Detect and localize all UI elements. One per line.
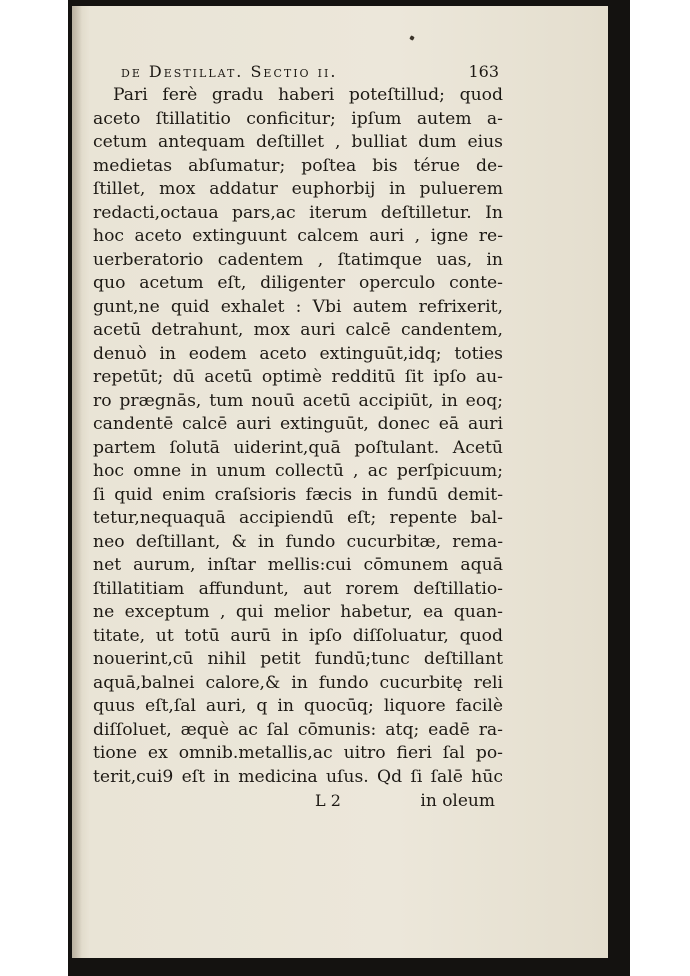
text-line: cetum antequam deſtillet , bulliat dum eius bbox=[93, 132, 503, 152]
page-text-block bbox=[93, 62, 503, 815]
text-line: acetū detrahunt, mox auri calcē candentem, bbox=[93, 320, 503, 340]
text-line: hoc aceto extinguunt calcem auri , igne re- bbox=[93, 226, 503, 246]
text-line: repetūt; dū acetū optimè redditū ſit ipſo au- bbox=[93, 367, 503, 387]
page-number: 163 bbox=[468, 62, 499, 81]
text-line: hoc omne in unum collectū , ac perſpicuum; bbox=[93, 461, 503, 481]
text-line: partem ſolutā uiderint,quā poſtulant. Acetū bbox=[93, 437, 503, 458]
text-line: ſtillet, mox addatur euphorbij in puluerem bbox=[93, 179, 503, 199]
text-line: ro prægnās, tum nouū acetū accipiūt, in eoq; bbox=[93, 390, 503, 411]
text-line: Pari ferè gradu haberi poteſtillud; quod bbox=[113, 85, 503, 105]
text-line: redacti,octaua pars,ac iterum deſtilletur. In bbox=[93, 202, 503, 223]
text-line: medietas abſumatur; poſtea bis térue de- bbox=[93, 155, 503, 176]
text-line: net aurum, inſtar mellis:cui cōmunem aquā bbox=[93, 555, 503, 575]
text-line: ne exceptum , qui melior habetur, ea quan- bbox=[93, 602, 503, 622]
text-line: tione ex omnib.metallis,ac uitro fieri ſal po- bbox=[93, 743, 503, 763]
text-line: ſtillatitiam affundunt, aut rorem deſtillatio- bbox=[93, 578, 503, 599]
text-line: tetur,nequaquā accipiendū eſt; repente bal- bbox=[93, 508, 503, 528]
text-line: quo acetum eſt, diligenter operculo conte- bbox=[93, 273, 503, 293]
text-line: uerberatorio cadentem , ſtatimque uas, in bbox=[93, 249, 503, 270]
text-line: titate, ut totū aurū in ipſo diſſoluatur, quod bbox=[93, 625, 503, 646]
text-line: neo deſtillant, & in fundo cucurbitæ, rema- bbox=[93, 531, 503, 552]
text-line: aceto ſtillatitio conficitur; ipſum autem a- bbox=[93, 108, 503, 129]
text-line: quus eſt,ſal auri, q in quocūq; liquore facilè bbox=[93, 696, 503, 716]
running-title: de Destillat. Sectio ii. bbox=[121, 62, 338, 81]
text-line: diſſoluet, æquè ac ſal cōmunis: atq; eadē ra- bbox=[93, 719, 503, 740]
text-line: candentē calcē auri extinguūt, donec eā auri bbox=[93, 414, 503, 434]
gutter-shadow bbox=[72, 6, 82, 958]
text-line: terit,cui9 eſt in medicina uſus. Qd ſi ſalē hūc bbox=[93, 766, 503, 787]
text-line: ſi quid enim craſsioris fæcis in fundū demit- bbox=[93, 484, 503, 505]
text-line: gunt,ne quid exhalet : Vbi autem refrixerit, bbox=[93, 296, 503, 317]
running-header bbox=[121, 62, 503, 84]
text-line: aquā,balnei calore,& in fundo cucurbitę reli bbox=[93, 672, 503, 693]
page-footer bbox=[93, 791, 503, 815]
text-line: denuò in eodem aceto extinguūt,idq; toties bbox=[93, 343, 503, 364]
body-text bbox=[93, 84, 503, 789]
catchword: in oleum bbox=[420, 791, 495, 811]
text-line: nouerint,cū nihil petit fundū;tunc deſtillant bbox=[93, 649, 503, 669]
signature-mark: L 2 bbox=[315, 791, 341, 810]
